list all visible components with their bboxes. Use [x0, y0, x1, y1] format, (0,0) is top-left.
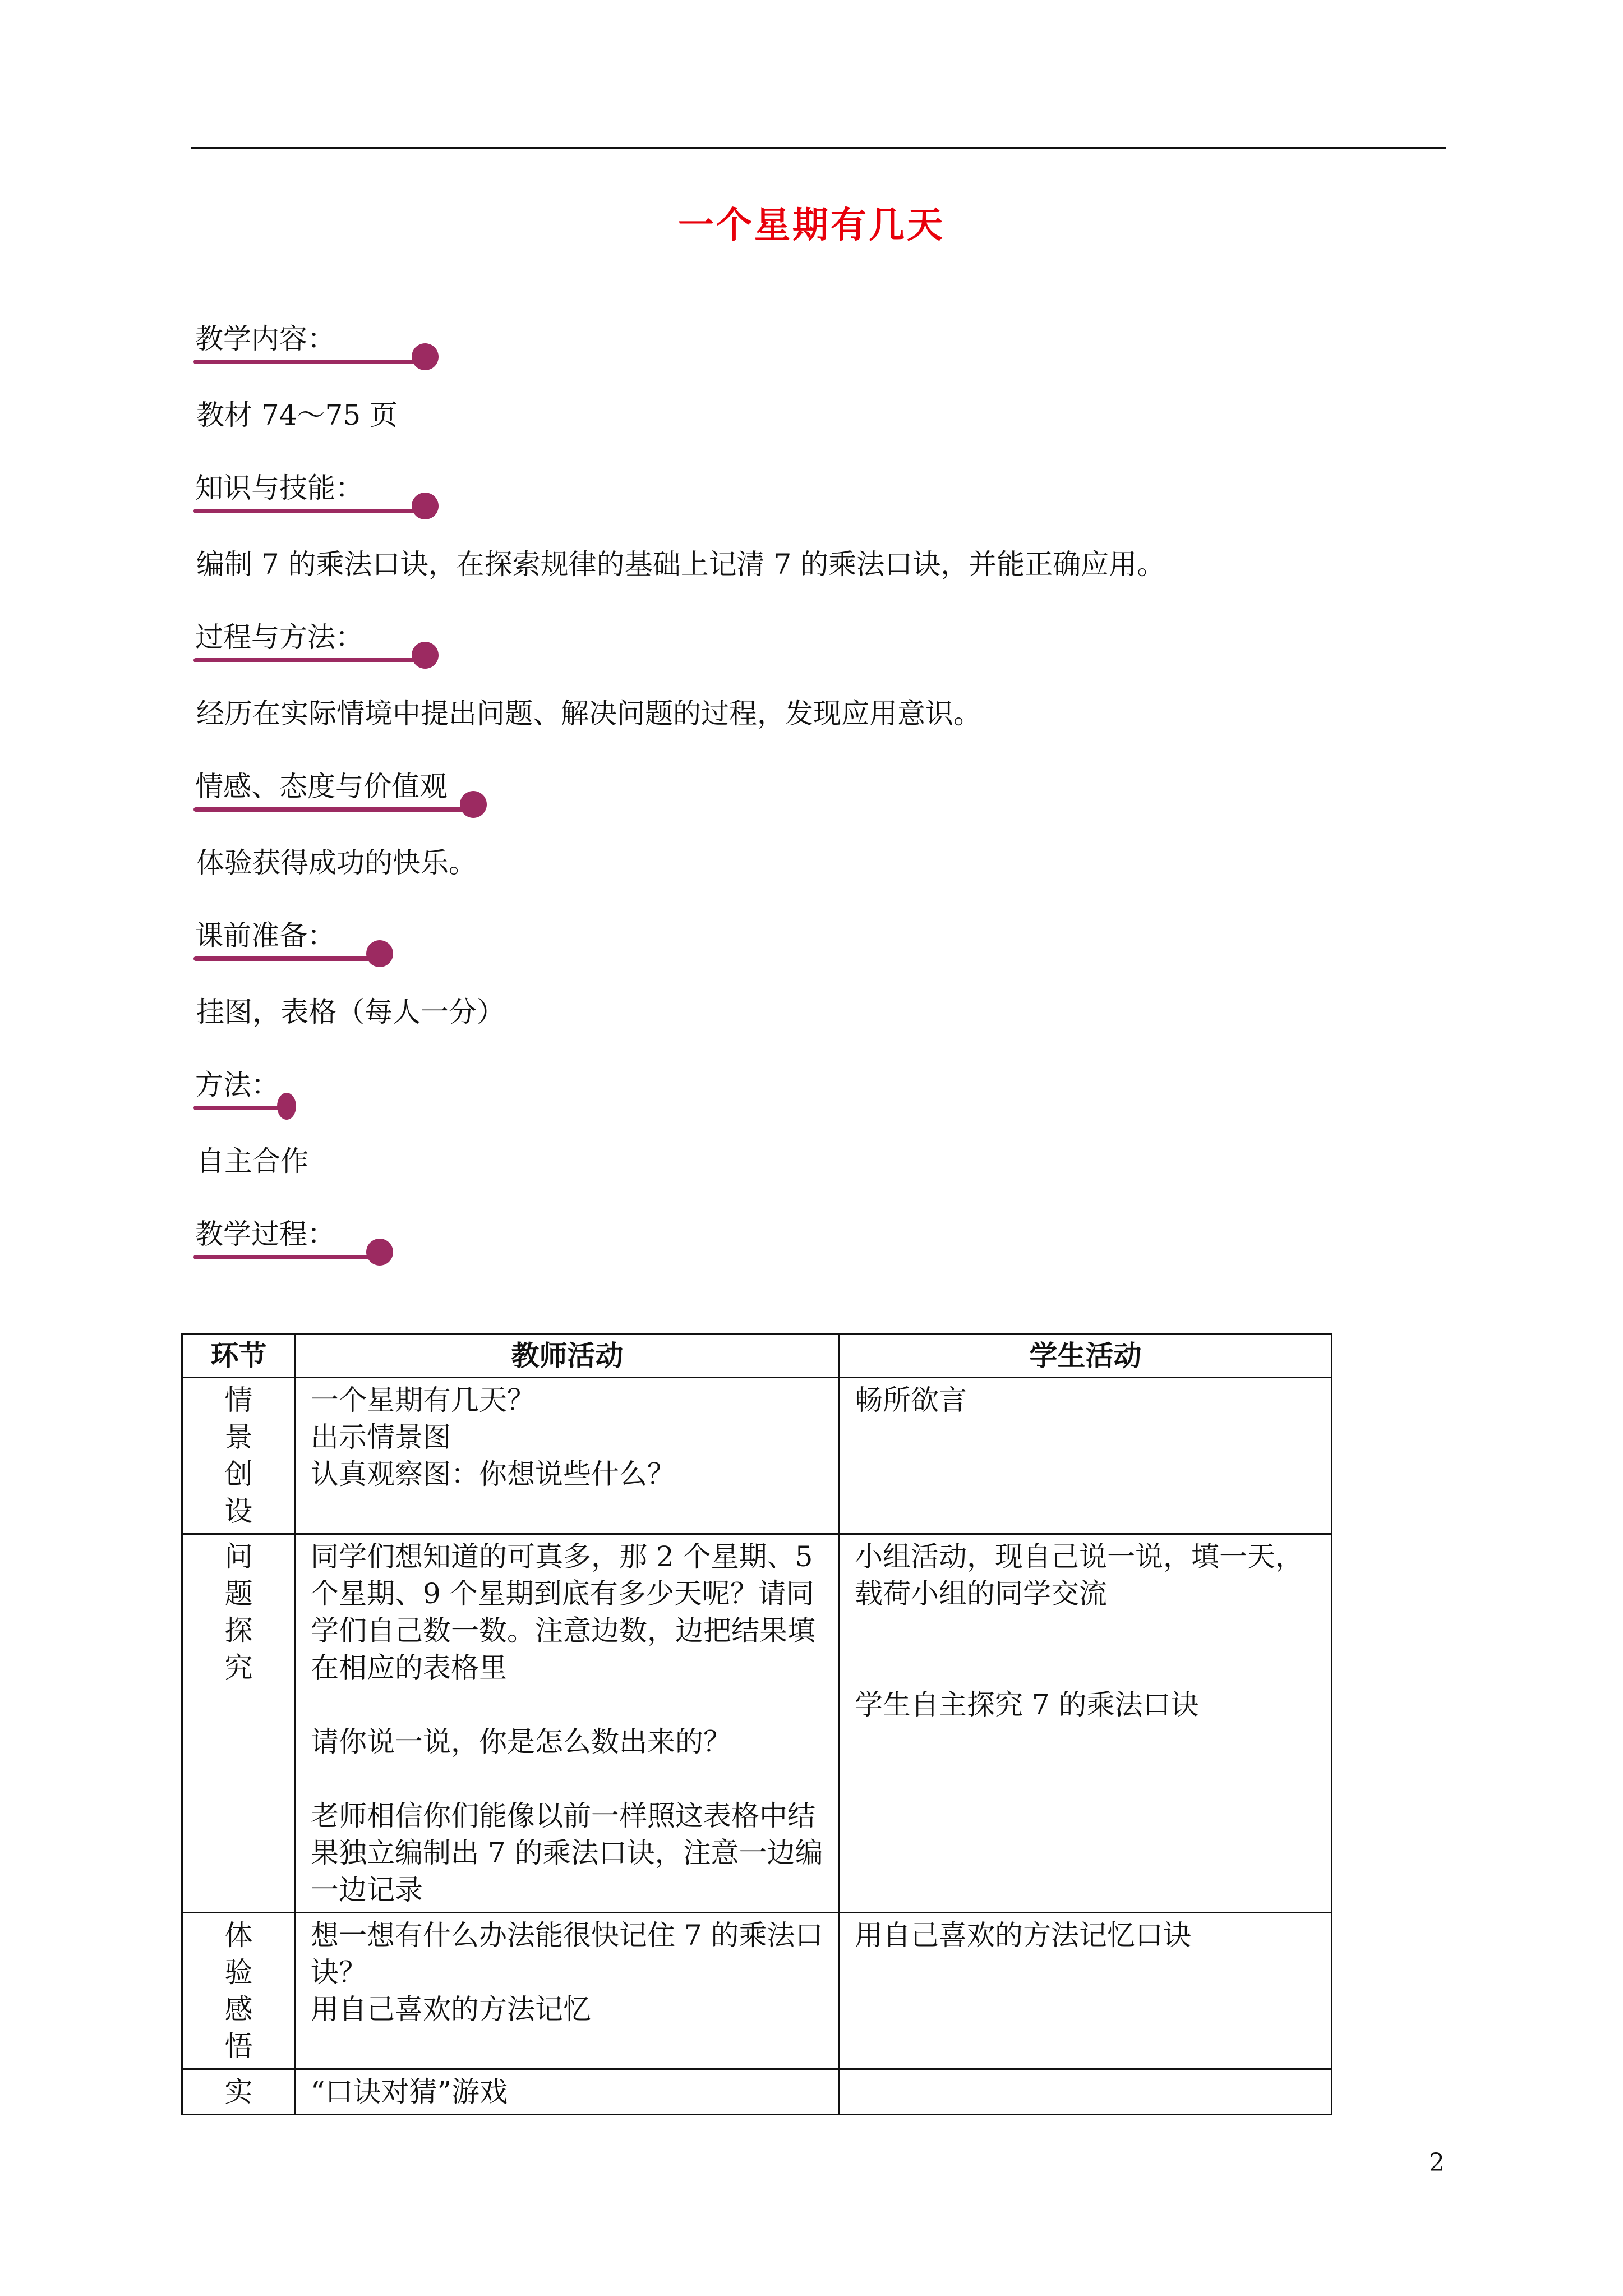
student-activity-cell: 小组活动，现自己说一说，填一天，载荷小组的同学交流 学生自主探究 7 的乘法口诀 — [840, 1534, 1332, 1913]
heading-label: 教学内容： — [195, 323, 335, 355]
table-row — [182, 2069, 1332, 2115]
stage-cell: 实 — [182, 2069, 296, 2115]
teacher-activity-cell: 一个星期有几天？ 出示情景图 认真观察图：你想说些什么？ — [296, 1378, 840, 1534]
stage-cell: 情 景 创 设 — [182, 1378, 296, 1534]
heading-underline-bar — [193, 807, 474, 812]
section-heading-method — [195, 1067, 279, 1103]
heading-underline-bar — [193, 1106, 286, 1110]
teacher-activity-cell: 想一想有什么办法能很快记住 7 的乘法口诀？ 用自己喜欢的方法记忆 — [296, 1913, 840, 2069]
table-row — [182, 1534, 1332, 1913]
heading-underline-dot — [412, 642, 439, 669]
section-heading-process — [195, 619, 363, 655]
heading-underline-dot — [366, 1239, 393, 1266]
section-body-process: 经历在实际情境中提出问题、解决问题的过程，发现应用意识。 — [196, 697, 981, 730]
section-heading-preparation — [195, 918, 335, 954]
stage-cell: 问 题 探 究 — [182, 1534, 296, 1913]
heading-underline-dot — [460, 791, 487, 818]
student-activity-cell: 畅所欲言 — [840, 1378, 1332, 1534]
heading-underline-bar — [193, 956, 379, 961]
heading-underline-bar — [193, 658, 423, 662]
column-header-stage: 环节 — [182, 1335, 296, 1378]
section-body-preparation: 挂图，表格（每人一分） — [196, 996, 505, 1028]
section-body-method: 自主合作 — [196, 1145, 308, 1177]
column-header-student: 学生活动 — [840, 1335, 1332, 1378]
heading-underline-bar — [193, 360, 423, 364]
table-row — [182, 1378, 1332, 1534]
teacher-activity-cell: “口诀对猜”游戏 — [296, 2069, 840, 2115]
section-body-skills: 编制 7 的乘法口诀，在探索规律的基础上记清 7 的乘法口诀，并能正确应用。 — [196, 548, 1165, 581]
heading-label: 知识与技能： — [195, 472, 363, 504]
heading-label: 情感、态度与价值观 — [195, 770, 448, 803]
section-body-content: 教材 74～75 页 — [196, 399, 398, 431]
section-heading-content — [195, 321, 335, 357]
header-rule — [191, 147, 1446, 149]
section-heading-values — [195, 769, 448, 804]
section-body-values: 体验获得成功的快乐。 — [196, 846, 477, 879]
table-row — [182, 1913, 1332, 2069]
section-heading-skills — [195, 470, 363, 506]
student-activity-cell — [840, 2069, 1332, 2115]
heading-underline-dot — [412, 343, 439, 370]
heading-underline-dot — [277, 1093, 296, 1120]
heading-label: 课前准备： — [195, 919, 335, 952]
section-heading-teaching-process — [195, 1216, 335, 1252]
heading-label: 教学过程： — [195, 1218, 335, 1250]
heading-underline-dot — [412, 493, 439, 519]
table-header-row — [182, 1335, 1332, 1378]
student-activity-cell: 用自己喜欢的方法记忆口诀 — [840, 1913, 1332, 2069]
teacher-activity-cell: 同学们想知道的可真多，那 2 个星期、5 个星期、9 个星期到底有多少天呢？请同学们自己数一数。注意边数，边把结果填在相应的表格里 请你说一说，你是怎么数出来的？ 老师相信你们能像以前一样照这表格中结果独立编制出 7 的乘法口诀，注意一边编一边记录 — [296, 1534, 840, 1913]
heading-underline-bar — [193, 509, 423, 513]
lesson-process-table — [181, 1333, 1332, 2115]
stage-cell: 体 验 感 悟 — [182, 1913, 296, 2069]
page-title: 一个星期有几天 — [678, 205, 945, 246]
column-header-teacher: 教师活动 — [296, 1335, 840, 1378]
heading-underline-bar — [193, 1255, 379, 1259]
heading-label: 方法： — [195, 1069, 279, 1101]
heading-underline-dot — [366, 940, 393, 967]
page-number: 2 — [1429, 2148, 1445, 2177]
heading-label: 过程与方法： — [195, 621, 363, 654]
